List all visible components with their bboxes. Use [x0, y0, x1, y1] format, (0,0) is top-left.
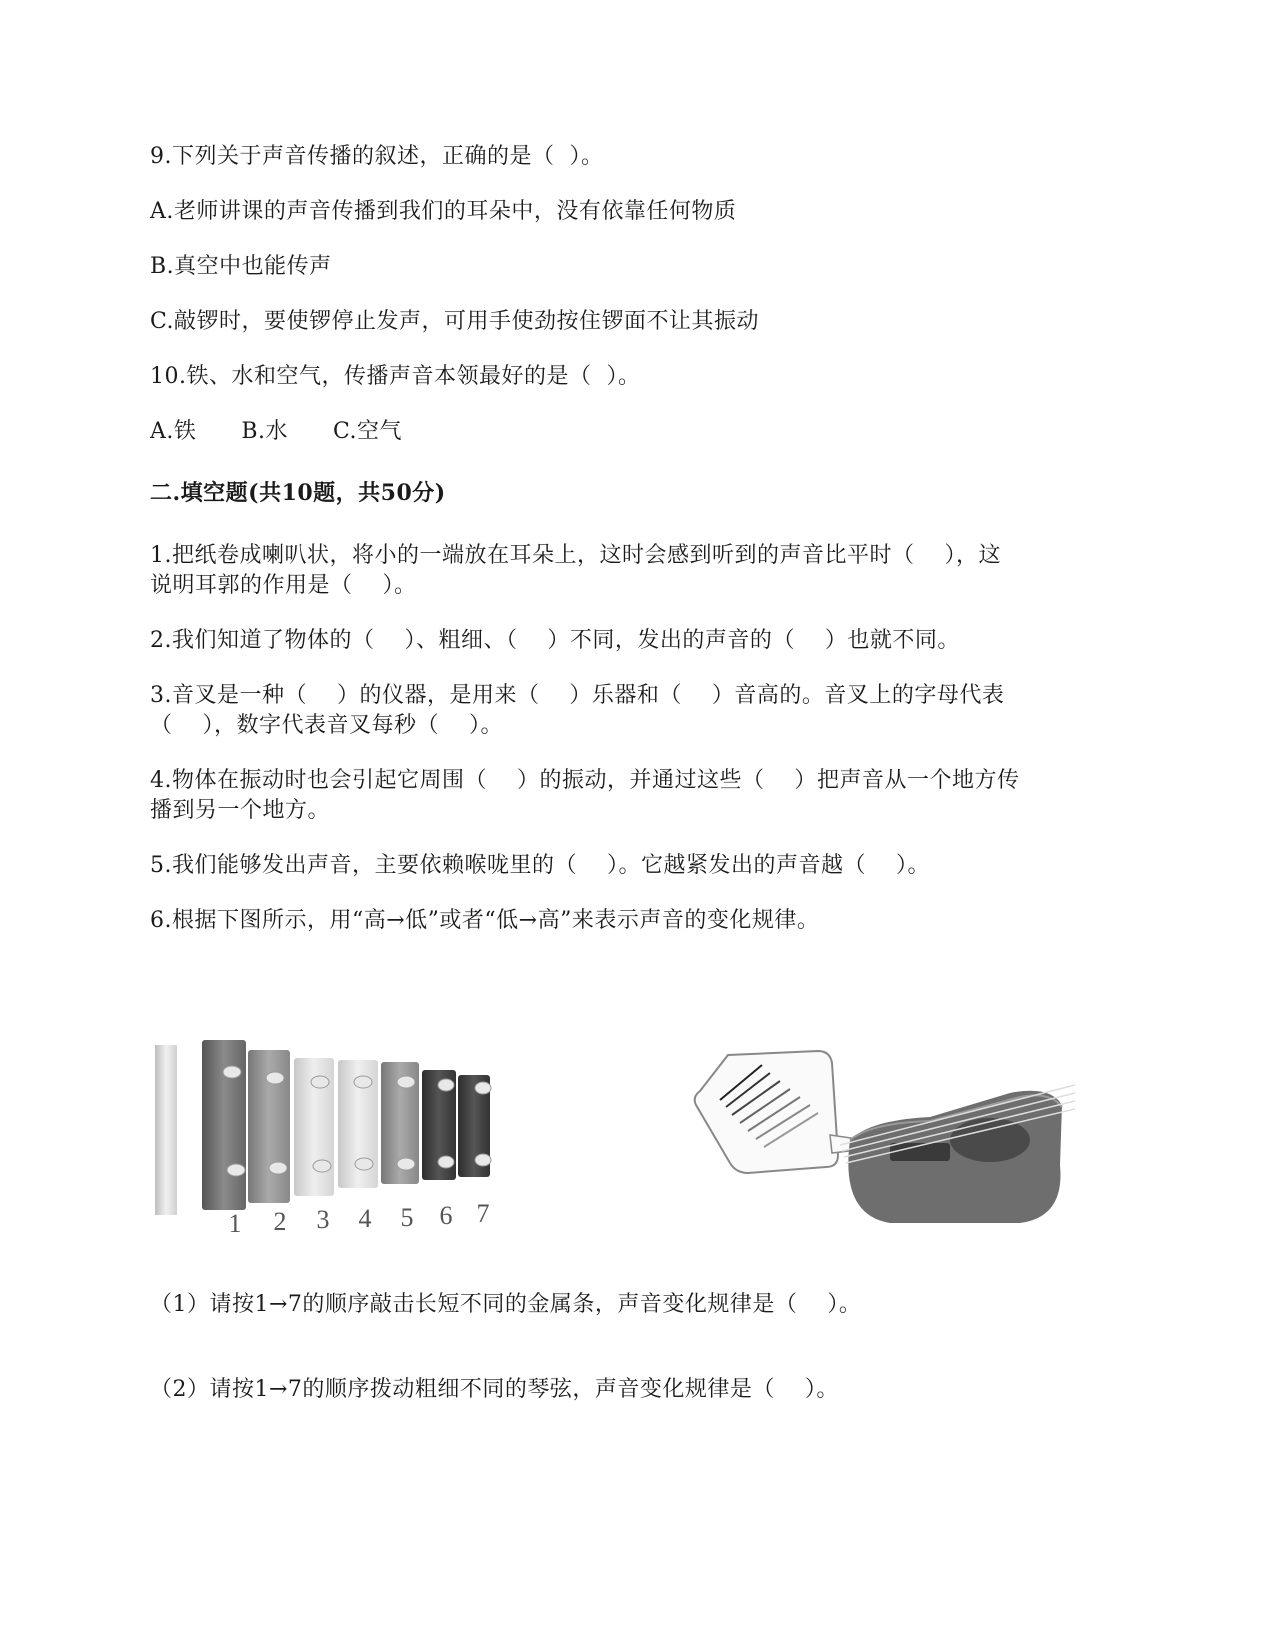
q9-stem: 9.下列关于声音传播的叙述，正确的是（ ）。	[150, 144, 604, 169]
q10-options: A.铁 B.水 C.空气	[150, 419, 403, 444]
fill-q3-line2: （ ），数字代表音叉每秒（ ）。	[150, 713, 503, 738]
fill-q6: 6.根据下图所示，用“高→低”或者“低→高”来表示声音的变化规律。	[150, 908, 820, 933]
xylophone-number-5: 5	[400, 1203, 414, 1232]
section-heading: 二.填空题(共10题，共50分)	[150, 480, 446, 506]
xylophone-frame	[155, 1045, 177, 1215]
q9-option-a: A.老师讲课的声音传播到我们的耳朵中，没有依靠任何物质	[150, 199, 737, 224]
fill-q3-line1: 3.音叉是一种（ ）的仪器，是用来（ ）乐器和（ ）音高的。音叉上的字母代表	[150, 683, 1005, 708]
q10-stem: 10.铁、水和空气，传播声音本领最好的是（ ）。	[150, 364, 641, 389]
xylophone-number-3: 3	[316, 1205, 330, 1234]
xylophone-number-6: 6	[439, 1201, 453, 1230]
q9-option-b: B.真空中也能传声	[150, 254, 332, 279]
fill-q4-line1: 4.物体在振动时也会引起它周围（ ）的振动，并通过这些（ ）把声音从一个地方传	[150, 768, 1020, 793]
xylophone-number-4: 4	[358, 1204, 372, 1233]
fill-q5: 5.我们能够发出声音，主要依赖喉咙里的（ ）。它越紧发出的声音越（ ）。	[150, 853, 930, 878]
guitar-body	[840, 1085, 1075, 1223]
guitar-illustration	[690, 1045, 1075, 1235]
xylophone-bar-1	[202, 1040, 246, 1210]
fill-q1-line1: 1.把纸卷成喇叭状，将小的一端放在耳朵上，这时会感到听到的声音比平时（ ），这	[150, 543, 1001, 568]
sub-question-1: （1）请按1→7的顺序敲击长短不同的金属条，声音变化规律是（ ）。	[150, 1292, 862, 1317]
fill-q4-line2: 播到另一个地方。	[150, 798, 331, 823]
q9-option-c: C.敲锣时，要使锣停止发声，可用手使劲按住锣面不让其振动	[150, 309, 760, 334]
xylophone-number-1: 1	[228, 1209, 242, 1238]
xylophone-number-7: 7	[476, 1199, 490, 1228]
fill-q2: 2.我们知道了物体的（ ）、粗细、（ ）不同，发出的声音的（ ）也就不同。	[150, 628, 960, 653]
xylophone-illustration	[150, 1030, 510, 1245]
sub-question-2: （2）请按1→7的顺序拨动粗细不同的琴弦，声音变化规律是（ ）。	[150, 1377, 839, 1402]
fill-q1-line2: 说明耳郭的作用是（ ）。	[150, 573, 417, 598]
xylophone-number-2: 2	[273, 1207, 287, 1236]
